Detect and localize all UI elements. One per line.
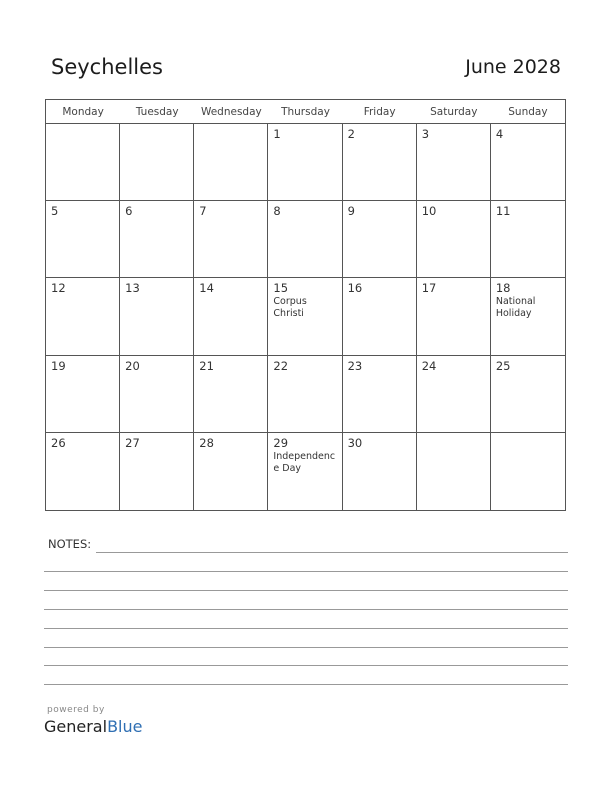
brand-logo (44, 717, 142, 736)
day-cell (343, 278, 417, 355)
day-number: 5 (51, 204, 59, 219)
day-cell (46, 356, 120, 433)
weekday-header: Friday (343, 100, 417, 124)
day-cell (417, 433, 491, 510)
day-cell (343, 201, 417, 278)
day-number: 17 (421, 281, 437, 296)
brand-name-first: General (44, 717, 108, 736)
day-cell (268, 124, 342, 201)
day-cell (417, 356, 491, 433)
day-cell (417, 278, 491, 355)
day-number: 14 (199, 281, 214, 296)
holiday-label: Independence Day (273, 450, 336, 474)
notes-line (44, 590, 568, 591)
day-number: 1 (273, 127, 281, 141)
day-number: 26 (51, 435, 66, 450)
calendar-month-title: June 2028 (465, 56, 561, 78)
day-cell (46, 124, 120, 201)
day-cell (120, 124, 194, 201)
day-cell (343, 433, 417, 510)
day-cell (120, 278, 194, 355)
day-number: 18 (495, 281, 511, 296)
day-cell (46, 201, 120, 278)
day-number: 9 (347, 204, 355, 219)
weekday-header: Tuesday (120, 100, 194, 124)
day-cell (491, 356, 565, 433)
day-cell (417, 201, 491, 278)
notes-line (44, 665, 568, 666)
day-cell (120, 433, 194, 510)
day-number: 8 (273, 204, 281, 219)
day-cell (120, 201, 194, 278)
brand-name-second: Blue (107, 717, 143, 736)
day-cell (268, 433, 342, 510)
notes-line (44, 628, 568, 629)
holiday-label: Corpus Christi (273, 296, 307, 320)
day-cell (491, 278, 565, 355)
weekday-header: Thursday (268, 100, 342, 124)
day-cell (417, 124, 491, 201)
day-number: 27 (125, 435, 140, 450)
day-number: 28 (199, 435, 214, 450)
day-cell (194, 201, 268, 278)
day-cell (491, 201, 565, 278)
weekday-header: Monday (46, 100, 120, 124)
day-number: 25 (495, 358, 511, 373)
day-number: 20 (125, 358, 140, 373)
day-cell (268, 356, 342, 433)
notes-line (44, 609, 568, 610)
calendar-country-title: Seychelles (51, 55, 163, 79)
day-number: 2 (347, 127, 355, 141)
day-cell (491, 124, 565, 201)
day-cell (268, 278, 342, 355)
day-number: 4 (495, 127, 504, 141)
day-number: 22 (273, 358, 289, 373)
notes-line (96, 552, 568, 553)
day-cell (120, 356, 194, 433)
day-number: 21 (199, 358, 214, 373)
day-cell (46, 278, 120, 355)
day-cell (46, 433, 120, 510)
day-number: 12 (51, 281, 66, 296)
notes-line (44, 571, 568, 572)
day-number: 11 (495, 204, 511, 219)
calendar-grid (45, 99, 566, 511)
day-cell (343, 124, 417, 201)
day-cell (491, 433, 565, 510)
powered-by-text: powered by (47, 705, 105, 715)
day-cell (194, 356, 268, 433)
day-number: 6 (125, 204, 133, 219)
day-number: 29 (273, 435, 289, 450)
day-cell (268, 201, 342, 278)
day-number: 3 (421, 127, 430, 141)
day-number: 16 (347, 281, 363, 296)
day-cell (194, 124, 268, 201)
day-number: 30 (347, 435, 363, 450)
notes-line (44, 684, 568, 685)
day-number: 10 (421, 204, 437, 219)
weekday-header: Saturday (417, 100, 491, 124)
day-number: 13 (125, 281, 140, 296)
notes-label: NOTES: (48, 537, 92, 551)
day-number: 23 (347, 358, 363, 373)
day-number: 24 (421, 358, 437, 373)
notes-line (44, 647, 568, 648)
day-cell (194, 433, 268, 510)
day-number: 19 (51, 358, 66, 373)
weekday-header: Wednesday (194, 100, 268, 124)
day-number: 15 (273, 281, 289, 296)
weekday-header: Sunday (491, 100, 565, 124)
day-cell (194, 278, 268, 355)
day-number: 7 (199, 204, 207, 219)
holiday-label: National Holiday (495, 296, 536, 320)
day-cell (343, 356, 417, 433)
